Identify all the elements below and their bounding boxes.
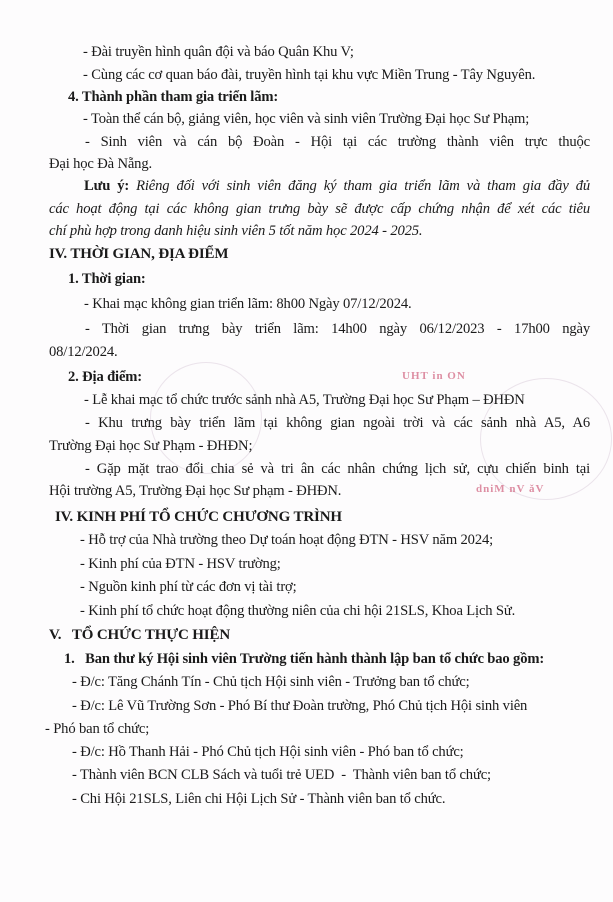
committee-member-vice1-line1: - Đ/c: Lê Vũ Trường Sơn - Phó Bí thư Đoàn trường, Phó Chủ tịch Hội sinh viên (72, 698, 528, 714)
place-item-display-line2: Trường Đại học Sư Phạm - ĐHĐN; (49, 438, 253, 454)
subheading-participants: 4. Thành phần tham gia triển lãm: (68, 89, 279, 105)
budget-item-school: - Hỗ trợ của Nhà trường theo Dự toán hoạt động ĐTN - HSV năm 2024; (80, 532, 494, 548)
media-item-military-tv: - Đài truyền hình quân đội và báo Quân Khu V; (83, 44, 354, 60)
committee-member-history-branch: - Chi Hội 21SLS, Liên chi Hội Lịch Sử - Thành viên ban tổ chức. (72, 791, 446, 807)
budget-item-annual: - Kinh phí tổ chức hoạt động thường niên của chi hội 21SLS, Khoa Lịch Sử. (80, 603, 516, 619)
committee-member-vice1-line2: - Phó ban tổ chức; (45, 721, 150, 737)
committee-member-vice2: - Đ/c: Hồ Thanh Hải - Phó Chủ tịch Hội sinh viên - Phó ban tổ chức; (72, 744, 464, 760)
budget-item-union: - Kinh phí của ĐTN - HSV trường; (80, 556, 281, 572)
participant-item-students-line2: Đại học Đà Nẵng. (49, 156, 152, 172)
section-heading-time-place: IV. THỜI GIAN, ĐỊA ĐIỂM (49, 246, 229, 262)
note-line2: các hoạt động tại các không gian trưng bày sẽ được cấp chứng nhận để xét các tiêu (49, 201, 590, 217)
note-line3: chí phù hợp trong danh hiệu sinh viên 5 tốt năm học 2024 - 2025. (49, 223, 423, 239)
stamp-red-text-top: UHT in ON (402, 370, 466, 382)
committee-member-book-club: - Thành viên BCN CLB Sách và tuổi trẻ UED - Thành viên ban tổ chức; (72, 767, 491, 783)
time-item-opening: - Khai mạc không gian triển lãm: 8h00 Ngày 07/12/2024. (84, 296, 412, 312)
place-item-meeting-line2: Hội trường A5, Trường Đại học Sư phạm - ĐHĐN. (49, 483, 342, 499)
subheading-time: 1. Thời gian: (68, 271, 146, 287)
subheading-place: 2. Địa điểm: (68, 369, 142, 385)
time-item-display-line1: - Thời gian trưng bày triển lãm: 14h00 ngày 06/12/2023 - 17h00 ngày (85, 321, 590, 337)
note-text-1: Riêng đối với sinh viên đăng ký tham gia triển lãm và tham gia đầy đủ (129, 178, 590, 194)
place-item-meeting-line1: - Gặp mặt trao đổi chia sẻ và tri ân các nhân chứng lịch sử, cựu chiến binh tại (85, 461, 590, 477)
section-heading-implementation: V. TỔ CHỨC THỰC HIỆN (49, 627, 231, 643)
stamp-red-text-bottom: dniM nV ǎV (476, 483, 545, 495)
participant-item-staff: - Toàn thể cán bộ, giảng viên, học viên và sinh viên Trường Đại học Sư Phạm; (83, 111, 530, 127)
budget-item-sponsors: - Nguồn kinh phí từ các đơn vị tài trợ; (80, 579, 297, 595)
committee-member-head: - Đ/c: Tăng Chánh Tín - Chủ tịch Hội sinh viên - Trưởng ban tổ chức; (72, 674, 470, 690)
place-item-display-line1: - Khu trưng bày triển lãm tại không gian ngoài trời và các sảnh nhà A5, A6 (85, 415, 590, 431)
note-label: Lưu ý: (84, 178, 130, 194)
subheading-organizing-committee: 1. Ban thư ký Hội sinh viên Trường tiến hành thành lập ban tổ chức bao gồm: (64, 651, 545, 667)
media-item-central-press: - Cùng các cơ quan báo đài, truyền hình tại khu vực Miền Trung - Tây Nguyên. (83, 67, 536, 83)
participant-item-students-line1: - Sinh viên và cán bộ Đoàn - Hội tại các trường thành viên trực thuộc (85, 134, 590, 150)
section-heading-budget: IV. KINH PHÍ TỔ CHỨC CHƯƠNG TRÌNH (55, 509, 342, 525)
time-item-display-line2: 08/12/2024. (49, 344, 118, 360)
note-line1 (84, 177, 590, 195)
place-item-opening: - Lễ khai mạc tổ chức trước sảnh nhà A5, Trường Đại học Sư Phạm – ĐHĐN (84, 392, 525, 408)
